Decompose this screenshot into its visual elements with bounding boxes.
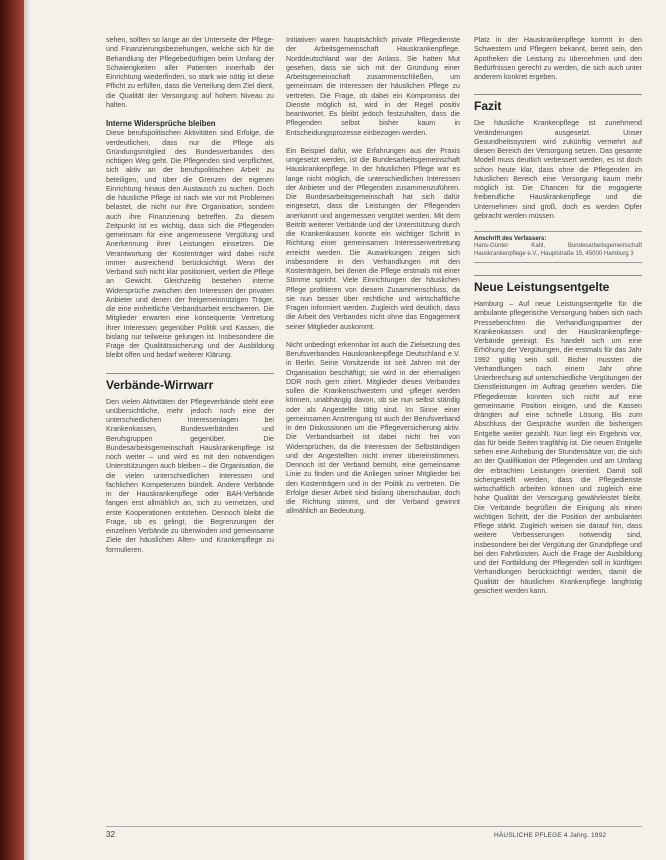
column-right bbox=[474, 36, 642, 605]
paragraph: Die häusliche Krankenpflege ist zunehmend Veränderungen ausgesetzt. Unser Gesundheitssystem wird zukünftig vermehrt auf diesen Bereich der Versorgung setzen. Das gesamte Modell muss deutlich verbessert werden, es ist doch schon heute klar, dass ohne die Pflegenden im häuslichen Bereich eine Versorgung kaum mehr möglich ist. Die Chancen für die engagierte freiberufliche Hauskrankenpflege und die Unternehmen sind groß, doch es werden Opfer gebracht werden müssen. bbox=[474, 119, 642, 220]
author-address-text: Hans-Günter Kahl, Bundesarbeitsgemeinschaft Hauskrankenpflege e.V., Hauptstraße 15, 45000 Hamburg 3 bbox=[474, 243, 642, 257]
magazine-page bbox=[24, 0, 666, 860]
paragraph: Diese berufspolitischen Aktivitäten sind Erfolge, die verdeutlichen, dass nur die Pflege als Gründungsmitglied des Bundesverbandes den richtigen Weg geht. Die Pflegenden sind verpflichtet, sich aktiv an der berufspolitischen Arbeit zu beteiligen, und über die Grenzen der eigenen Einrichtung hinaus den Austausch zu suchen. Doch die häusliche Pflege ist nach wie vor mit Problemen belastet, die nicht nur ihre Organisation, sondern auch ihre Finanzierung betreffen. Zu diesem Zeitpunkt ist es wichtig, dass sich die Pflegenden gemeinsam für eine angemessene Vergütung und Anerkennung ihrer Leistungen einsetzen. Die Verantwortung der Kostenträger wird dabei nicht immer ausreichend berücksichtigt. Wenn der Verband sich nicht klar positioniert, verliert die Pflege an Gewicht. Gleichzeitig bestehen interne Widersprüche zwischen den Interessen der privaten Anbieter und denen der freigemeinnützigen Träger, die eine einheitliche Verbandsarbeit erschweren. Die Mitglieder erwarten eine konsequente Vertretung ihrer Interessen gegenüber Politik und Kassen, die bislang nur teilweise gelungen ist. Insbesondere die Frage der Qualitätssicherung und der Ausbildung bleibt offen und bedarf weiterer Klärung. bbox=[106, 129, 274, 360]
footer-rule bbox=[106, 826, 642, 827]
magazine-footer: HÄUSLICHE PFLEGE 4 Jahrg. 1992 bbox=[494, 832, 607, 839]
book-binding bbox=[0, 0, 24, 860]
page-gutter-shadow bbox=[24, 0, 30, 860]
paragraph: Initiativen waren hauptsächlich private Pflegedienste der Arbeitsgemeinschaft Hauskrankenpflege. Norddeutschland war der Anlass. Sie hatten Mut gesehen, dass sie sich mit der Gründung einer Arbeitsgemeinschaft zusammenschließen, um gemeinsam die Interessen der häuslichen Pflege zu vertreten. Die Frage, ob dabei ein Kompromiss der Dienste möglich ist, wird in der Regel positiv beantwortet. Es bleibt jedoch festzuhalten, dass die Pflegenden selbst bisher kaum in Entscheidungsprozesse einbezogen werden. bbox=[286, 36, 460, 137]
paragraph: Den vielen Aktivitäten der Pflegeverbände steht eine unübersichtliche, mehr jedoch noch eine der unterschiedlichen Interessenlagen bei Krankenkassen, Bundesverbänden und Berufsgruppen gegenüber. Die Bundesarbeitsgemeinschaft Hauskrankenpflege ist noch weiter – und wird es mit den notwendigen Unterstützungen auch bleiben – die Organisation, die die vielen unterschiedlichen Interessen und fachlichen Kompetenzen bündelt. Andere Verbände in der Hauskrankenpflege oder BAH-Verbände fangen erst allmählich an, sich zu vernetzen, und erste Kooperationen entstehen. Dennoch bleibt die Frage, ob es gelingt, die Begrenzungen der einzelnen Verbände zu überwinden und gemeinsame Ziele der häuslichen Alten- und Krankenpflege zu formulieren. bbox=[106, 397, 274, 554]
author-address-title: Anschrift des Verfassers: bbox=[474, 236, 547, 242]
subheading-interne-widersprueche: Interne Widersprüche bleiben bbox=[106, 119, 216, 128]
section-heading-fazit: Fazit bbox=[474, 94, 642, 113]
paragraph: Platz in der Hauskrankenpflege kommt in den Schwestern und Pflegern bekannt, bereit sein, den Apotheken die Leistung zu übernehmen und den Bedürfnissen gerecht zu werden, die sich auch unter anderem konkret ergeben. bbox=[474, 36, 642, 81]
section-heading-neue-leistungsentgelte: Neue Leistungsentgelte bbox=[474, 275, 642, 294]
author-address-box bbox=[474, 231, 642, 263]
page-number: 32 bbox=[106, 830, 115, 839]
paragraph: Ein Beispiel dafür, wie Erfahrungen aus der Praxis umgesetzt werden, ist die Bundesarbeitsgemeinschaft Hauskrankenpflege. In der häuslichen Pflege war es lange nicht möglich, die unterschiedlichen Interessen der Anbieter und der Pflegenden zusammenzuführen. Die Bundesarbeitsgemeinschaft hat sich dafür eingesetzt, dass die Leistungen der Pflegenden anerkannt und angemessen vergütet werden. Mit dem Beitritt weiterer Verbände und der Unterstützung durch die Krankenkassen konnte ein wichtiger Schritt in Richtung einer gemeinsamen Interessenvertretung erreicht werden. Die Auswirkungen zeigen sich insbesondere in den Verhandlungen mit den Kostenträgern, bei denen die Pflege erstmals mit einer Stimme spricht. Viele Einrichtungen der häuslichen Pflege profitieren von diesem Zusammenschluss, da sie nun besser über rechtliche und wirtschaftliche Fragen informiert werden. Zugleich wird deutlich, dass die Arbeit des Verbandes nicht ohne das Engagement seiner Mitglieder auskommt. bbox=[286, 146, 460, 331]
section-heading-verbaende-wirrwarr: Verbände-Wirrwarr bbox=[106, 373, 274, 392]
column-left bbox=[106, 36, 274, 564]
paragraph: sehen, sollten so lange an der Unterseite der Pflege- und Finanzierungsbeziehungen, welche sich für die Behandlung der Pflegebedürftigen beim Umfang der Schwierigkeiten aller Patienten innerhalb der Einrichtung wiederfinden, so stark wie nötig ist diese Pflicht zu erfüllen, dass die Verteilung dem Ziel dient, die Qualität der Versorgung auf hohem Niveau zu halten. bbox=[106, 36, 274, 109]
column-middle bbox=[286, 36, 460, 526]
paragraph: Hamburg – Auf neue Leistungsentgelte für die ambulante pflegerische Versorgung haben sich nach Presseberichten die Verhandlungspartner der Krankenkassen und der Hauskrankenpflege-Verbände geeinigt. Es handelt sich um eine Erhöhung der Vergütungen, die erstmals für das Jahr 1992 gültig sein soll. Bisher mussten die Verhandlungen nach einem Jahr ohne Unterbrechung auf unterschiedliche Vergütungen der Dienstleistungen im Auftrag gesehen werden. Die Pflegedienste konnten sich nicht auf eine gemeinsame Position einigen, und die Kassen drängten auf eine schnelle Lösung. Bis zum Abschluss der Gespräche wurden die bisherigen Entgelte weiter gezahlt. Nun liegt ein Ergebnis vor, das für beide Seiten tragfähig ist. Die neuen Entgelte sehen eine Anhebung der Stundensätze vor, die sich an der Qualifikation der Pflegenden und am Umfang der erbrachten Leistungen orientiert. Damit soll sichergestellt werden, dass die Pflegedienste wirtschaftlich arbeiten können und zugleich eine hohe Qualität der Versorgung gewährleistet bleibt. Die Verbände begrüßen die Einigung als einen wichtigen Schritt, der die Position der ambulanten Pflege stärkt. Zugleich weisen sie darauf hin, dass weitere Verbesserungen notwendig sind, insbesondere bei der Vergütung der Grundpflege und bei den Fahrtkosten. Auch die Frage der Ausbildung und der Fortbildung der Pflegenden soll in künftigen Verhandlungen berücksichtigt werden, damit die Qualität der häuslichen Krankenpflege langfristig gesichert werden kann. bbox=[474, 300, 642, 595]
paragraph: Nicht unbedingt erkennbar ist auch die Zielsetzung des Berufsverbandes Hauskrankenpflege Deutschland e.V. in Berlin. Seine Vorsitzende ist seit Jahren mit der Organisation beschäftigt; sie wird in der ehemaligen DDR noch gern zitiert. Mitglieder dieses Verbandes sollen die Krankenschwestern und -pfleger werden können, unabhängig davon, ob sie nun selbst ständig oder als Angestellte tätig sind. Im Sinne einer gemeinsamen Anstrengung ist auch der Berufsverband in den Diskussionen um die Pflegeversicherung aktiv. Die Verbandsarbeit ist dabei nicht frei von Widersprüchen, da die Interessen der Selbständigen und der Angestellten nicht immer übereinstimmen. Dennoch ist der Verband bemüht, eine gemeinsame Linie zu finden und die Anliegen seiner Mitglieder bei den Kostenträgern und in der Politik zu vertreten. Die Erfolge dieser Arbeit sind bislang überschaubar, doch die Richtung stimmt, und der Verband gewinnt allmählich an Bedeutung. bbox=[286, 340, 460, 516]
